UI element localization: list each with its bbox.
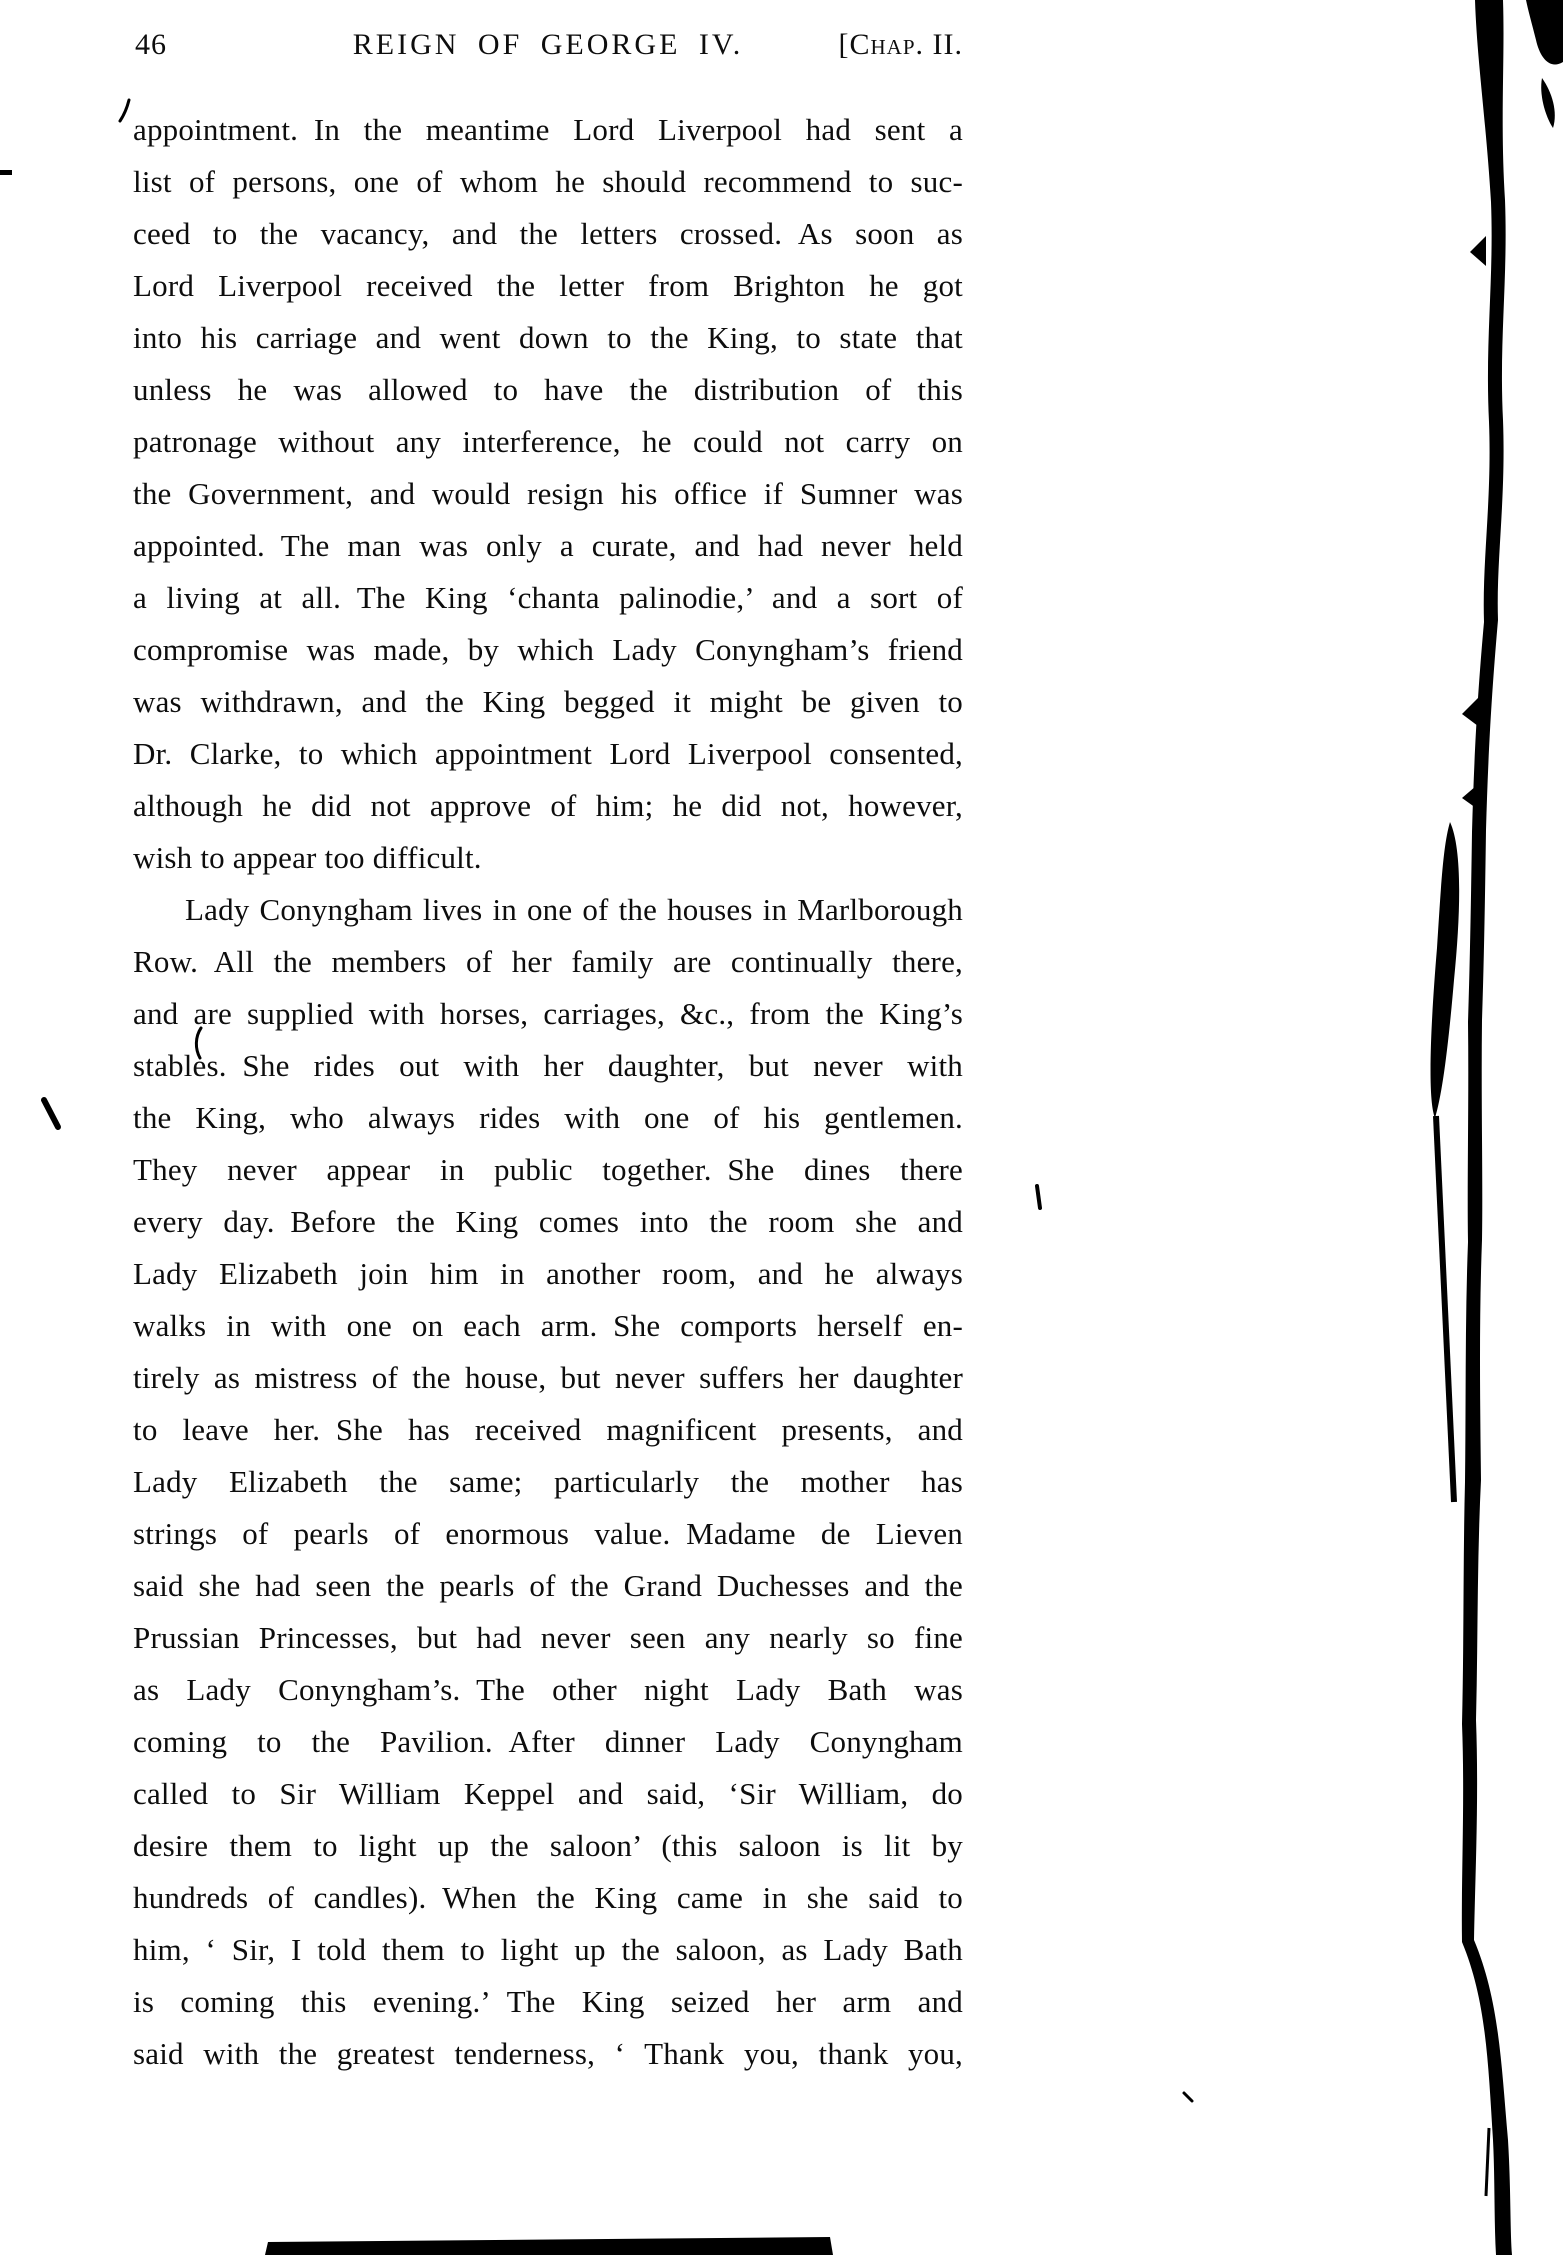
ink-streak-right	[1462, 0, 1512, 2255]
text-line: Dr. Clarke, to which appointment Lord Liverpool consented,	[133, 736, 963, 771]
ink-smear-middle	[1431, 822, 1460, 1118]
ink-spur	[1462, 786, 1476, 808]
text-line: a living at all. The King ‘chanta palinodie,’ and a sort of	[133, 580, 963, 615]
text-line: stables. She rides out with her daughter, but never with	[133, 1048, 963, 1083]
ink-spur	[1462, 698, 1478, 726]
text-line: said she had seen the pearls of the Grand Duchesses and the	[133, 1568, 963, 1603]
ink-spur	[1470, 236, 1486, 266]
text-line: wish to appear too difficult.	[133, 840, 482, 875]
page-number: 46	[135, 28, 167, 61]
text-line: to leave her. She has received magnificent presents, and	[133, 1412, 963, 1447]
text-line: as Lady Conyngham’s. The other night Lady Bath was	[133, 1672, 963, 1707]
text-line: list of persons, one of whom he should recommend to suc-	[133, 164, 963, 199]
text-line: and are supplied with horses, carriages, &c., from the King’s	[133, 996, 963, 1031]
text-line: Lord Liverpool received the letter from Brighton he got	[133, 268, 963, 303]
ink-smear-tail	[1436, 1116, 1454, 1502]
text-line: said with the greatest tenderness, ‘ Thank you, thank you,	[133, 2036, 963, 2071]
margin-mark-dash	[0, 170, 12, 175]
text-line: every day. Before the King comes into the room she and	[133, 1204, 963, 1239]
ink-blob-top-right-hook	[1541, 78, 1555, 128]
running-title: REIGN OF GEORGE IV.	[352, 28, 744, 61]
ink-blob-top-right	[1526, 0, 1563, 65]
margin-mark-caret	[1184, 2093, 1192, 2101]
text-line: strings of pearls of enormous value. Madame de Lieven	[133, 1516, 963, 1551]
text-line: Row. All the members of her family are continually there,	[133, 944, 963, 979]
text-line: Lady Elizabeth the same; particularly the mother has	[133, 1464, 963, 1499]
text-line: into his carriage and went down to the King, to state that	[133, 320, 963, 355]
text-line: although he did not approve of him; he did not, however,	[133, 788, 963, 823]
text-line: him, ‘ Sir, I told them to light up the saloon, as Lady Bath	[133, 1932, 963, 1967]
margin-mark-tick	[1037, 1186, 1040, 1208]
margin-mark-comma	[120, 100, 129, 121]
bottom-scan-bar	[265, 2237, 833, 2255]
text-line: the King, who always rides with one of his gentlemen.	[133, 1100, 963, 1135]
text-line: appointed. The man was only a curate, and had never held	[133, 528, 963, 563]
text-line: Lady Elizabeth join him in another room, and he always	[133, 1256, 963, 1291]
text-line: unless he was allowed to have the distribution of this	[133, 372, 963, 407]
margin-mark-slash	[44, 1100, 58, 1127]
text-line: ceed to the vacancy, and the letters crossed. As soon as	[133, 216, 963, 251]
text-line: called to Sir William Keppel and said, ‘Sir William, do	[133, 1776, 963, 1811]
text-line: They never appear in public together. She dines there	[133, 1152, 963, 1187]
chapter-marker: [Chap. II.	[838, 28, 963, 61]
text-line: the Government, and would resign his office if Sumner was	[133, 476, 963, 511]
text-line: walks in with one on each arm. She comports herself en-	[133, 1308, 963, 1343]
text-line: desire them to light up the saloon’ (this saloon is lit by	[133, 1828, 963, 1863]
text-line: compromise was made, by which Lady Conyngham’s friend	[133, 632, 963, 667]
page-header	[133, 28, 963, 70]
page-body	[133, 104, 963, 2080]
text-line: Lady Conyngham lives in one of the houses in Marlborough	[185, 892, 963, 927]
text-line: coming to the Pavilion. After dinner Lady Conyngham	[133, 1724, 963, 1759]
text-line: hundreds of candles). When the King came in she said to	[133, 1880, 963, 1915]
text-line: appointment. In the meantime Lord Liverpool had sent a	[133, 112, 963, 147]
text-line: is coming this evening.’ The King seized her arm and	[133, 1984, 963, 2019]
text-line: was withdrawn, and the King begged it might be given to	[133, 684, 963, 719]
text-line: patronage without any interference, he could not carry on	[133, 424, 963, 459]
text-line: Prussian Princesses, but had never seen any nearly so fine	[133, 1620, 963, 1655]
ink-line-bottom-right	[1486, 2128, 1489, 2196]
text-line: tirely as mistress of the house, but never suffers her daughter	[133, 1360, 963, 1395]
